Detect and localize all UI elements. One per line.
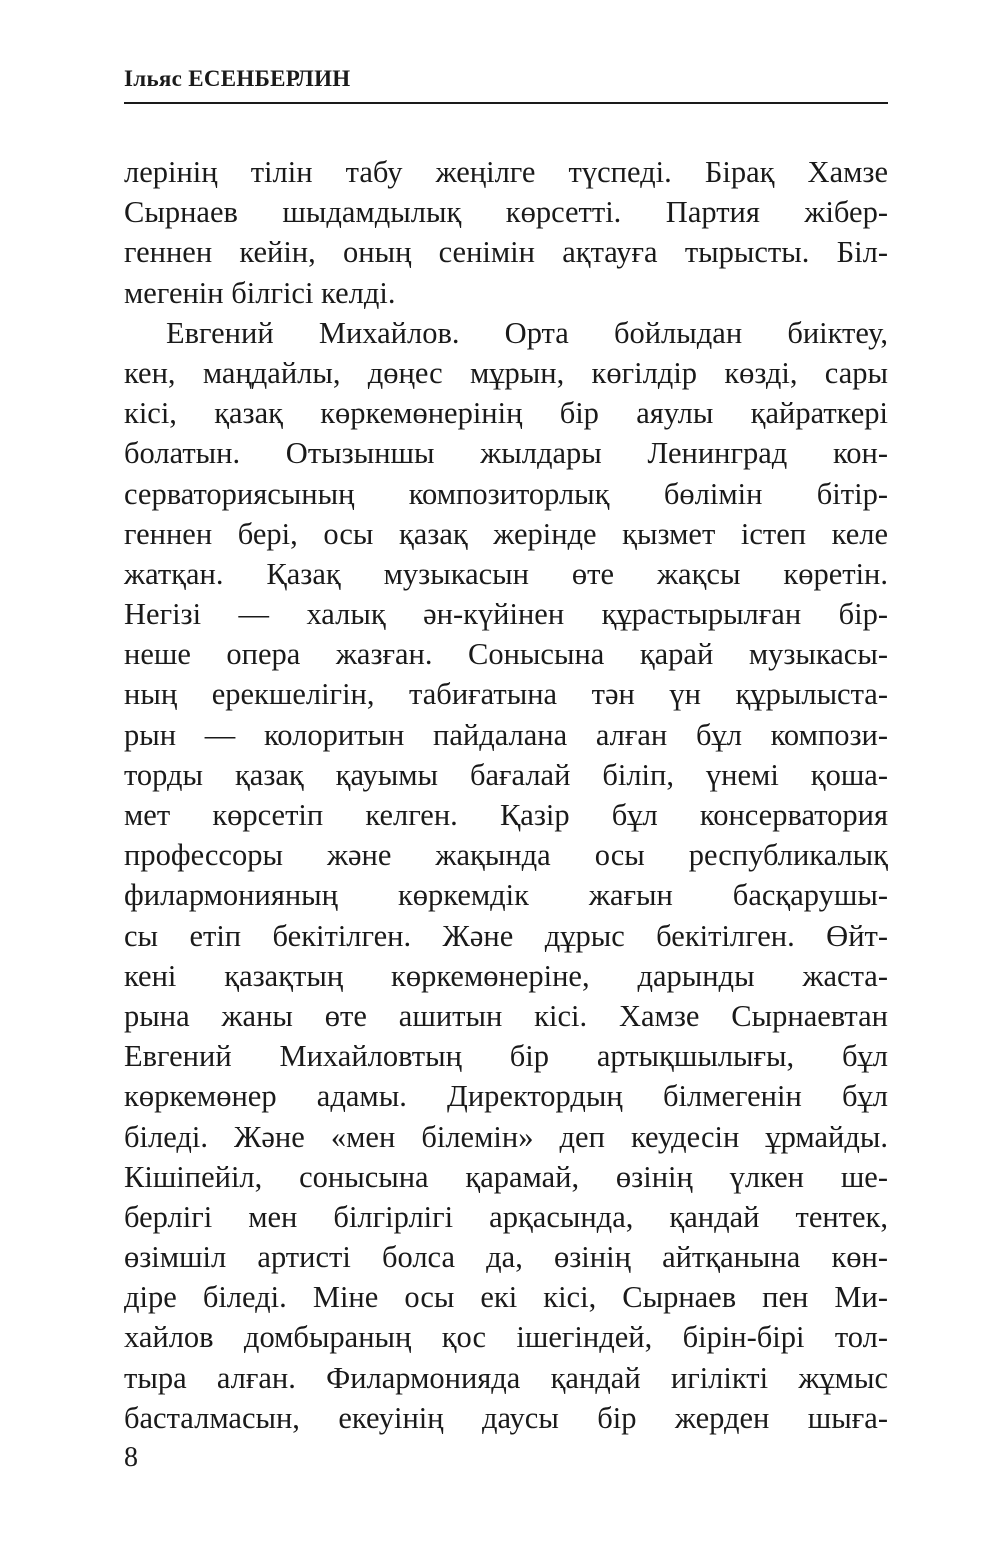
text-line: тыра алған. Филармонияда қандай игілікті жұмыс xyxy=(124,1360,888,1395)
text-line: сы етіп бекітілген. Және дұрыс бекітілген. Өйт- xyxy=(124,918,888,953)
text-line: берлігі мен білгірлігі арқасында, қандай тентек, xyxy=(124,1199,888,1234)
text-line: мет көрсетіп келген. Қазір бұл консерватория xyxy=(124,798,888,832)
text-line: Евгений Михайловтың бір артықшылығы, бұл xyxy=(124,1039,888,1074)
running-head xyxy=(124,66,888,104)
text-line: неше опера жазған. Сонысына қарай музыкасы- xyxy=(124,637,888,672)
text-line: кені қазақтың көркемөнеріне, дарынды жаста- xyxy=(124,958,888,993)
text-line: Негізі — халық ән-күйінен құрастырылған бір- xyxy=(124,597,888,632)
text-line: лерінің тілін табу жеңілге түспеді. Бірақ Хамзе xyxy=(124,155,888,189)
text-line: профессоры және жақында осы республикалық xyxy=(124,838,888,873)
text-line: өзімшіл артисті болса да, өзінің айтқанына көн- xyxy=(124,1240,888,1275)
page-number: 8 xyxy=(124,1442,138,1473)
text-line: ның ерекшелігін, табиғатына тән үн құрылыста- xyxy=(124,677,888,712)
text-line: геннен кейін, оның сенімін ақтауға тырысты. Біл- xyxy=(124,235,888,270)
text-line: Кішіпейіл, сонысына қарамай, өзінің үлкен ше- xyxy=(124,1159,888,1194)
text-line: мегенін білгісі келді. xyxy=(124,275,396,310)
text-line: біледі. Және «мен білемін» деп кеудесін ұрмайды. xyxy=(124,1119,888,1154)
text-line: рына жаны өте ашитын кісі. Хамзе Сырнаевтан xyxy=(124,998,888,1033)
text-line: филармонияның көркемдік жағын басқарушы- xyxy=(124,878,888,913)
text-line: рын — колоритын пайдалана алған бұл компози- xyxy=(124,717,888,752)
text-line: кен, маңдайлы, дөңес мұрын, көгілдір көзді, сары xyxy=(124,355,888,390)
text-line: серваториясының композиторлық бөлімін бітір- xyxy=(124,476,888,511)
text-line: Евгений Михайлов. Орта бойлыдан биіктеу, xyxy=(166,315,888,350)
text-line: болатын. Отызыншы жылдары Ленинград кон- xyxy=(124,436,888,471)
text-line: жатқан. Қазақ музыкасын өте жақсы көретін. xyxy=(124,556,888,591)
text-line: торды қазақ қауымы бағалай біліп, үнемі қоша- xyxy=(124,757,888,792)
text-line: көркемөнер адамы. Директордың білмегенін бұл xyxy=(124,1079,888,1114)
author-name: Ільяс ЕСЕНБЕРЛИН xyxy=(124,66,351,91)
text-line: хайлов домбыраның қос ішегіндей, бірін-бірі тол- xyxy=(124,1320,888,1355)
text-line: кісі, қазақ көркемөнерінің бір аяулы қайраткері xyxy=(124,396,888,431)
text-line: басталмасын, екеуінің даусы бір жерден шыға- xyxy=(124,1400,888,1435)
page-body xyxy=(124,152,888,1438)
text-line: геннен бері, осы қазақ жерінде қызмет істеп келе xyxy=(124,516,888,551)
text-line: Сырнаев шыдамдылық көрсетті. Партия жібер- xyxy=(124,195,888,230)
text-line: діре біледі. Міне осы екі кісі, Сырнаев пен Ми- xyxy=(124,1280,888,1315)
